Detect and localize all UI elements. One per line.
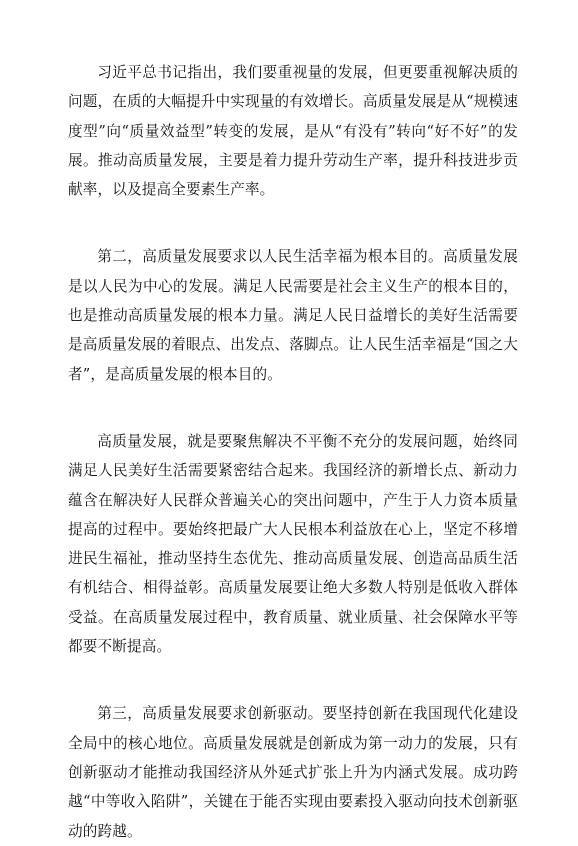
paragraph-2: 第二，高质量发展要求以人民生活幸福为根本目的。高质量发展是以人民为中心的发展。满足人民需要是社会主义生产的根本目的，也是推动高质量发展的根本力量。满足人民日益增长的美好生活需要是高质量发展的着眼点、出发点、落脚点。让人民生活幸福是“国之大者”，是高质量发展的根本目的。 — [68, 248, 518, 383]
paragraph-4: 第三，高质量发展要求创新驱动。要坚持创新在我国现代化建设全局中的核心地位。高质量发展就是创新成为第一动力的发展，只有创新驱动才能推动我国经济从外延式扩张上升为内涵式发展。成功跨越“中等收入陷阱”，关键在于能否实现由要素投入驱动向技术创新驱动的跨越。 — [68, 705, 518, 840]
paragraph-1: 习近平总书记指出，我们要重视量的发展，但更要重视解决质的问题，在质的大幅提升中实现量的有效增长。高质量发展是从“规模速度型”向“质量效益型”转变的发展，是从“有没有”转向“好不好”的发展。推动高质量发展，主要是着力提升劳动生产率，提升科技进步贡献率，以及提高全要素生产率。 — [68, 64, 518, 199]
paragraph-3: 高质量发展，就是要聚焦解决不平衡不充分的发展问题，始终同满足人民美好生活需要紧密结合起来。我国经济的新增长点、新动力蕴含在解决好人民群众普遍关心的突出问题中，产生于人力资本质量提高的过程中。要始终把最广大人民根本利益放在心上，坚定不移增进民生福祉，推动坚持生态优先、推动高质量发展、创造高品质生活有机结合、相得益彰。高质量发展要让绝大多数人特别是低收入群体受益。在高质量发展过程中，教育质量、就业质量、社会保障水平等都要不断提高。 — [68, 432, 518, 656]
